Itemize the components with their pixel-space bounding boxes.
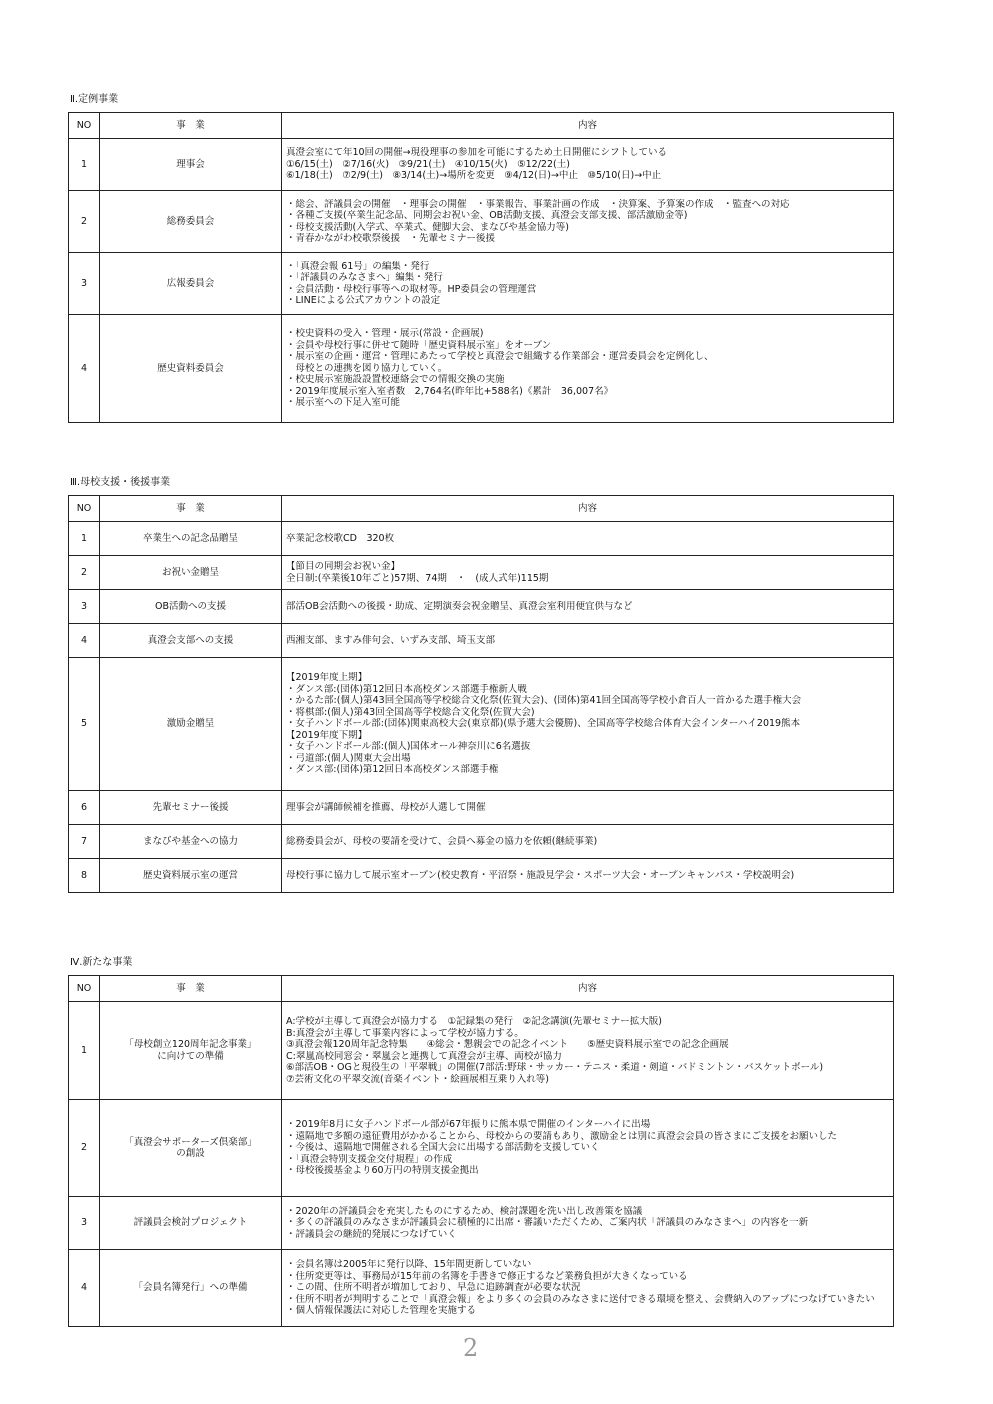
content-line: ・ダンス部:(団体)第12回日本高校ダンス部選手権新人戦 xyxy=(286,683,527,695)
table-row xyxy=(69,556,894,590)
activity-content xyxy=(282,191,894,253)
activity-name-line: 先輩セミナー後援 xyxy=(152,801,229,813)
activity-name xyxy=(100,590,282,624)
content-line: ・個人情報保護法に対応した管理を実施する xyxy=(286,1305,477,1317)
content-line: ・2020年の評議員会を充実したものにするため、検討課題を洗い出し改善策を協議 xyxy=(286,1205,643,1217)
activity-name xyxy=(100,191,282,253)
content-line: 理事会が講師候補を推薦、母校が人選して開催 xyxy=(286,801,486,813)
activity-name-line: お祝い金贈呈 xyxy=(161,566,219,578)
header-no: NO xyxy=(69,976,100,1002)
activity-content xyxy=(282,1002,894,1100)
activities-table xyxy=(68,975,894,1327)
row-number: 1 xyxy=(69,139,100,191)
table-row xyxy=(69,1250,894,1327)
table-row xyxy=(69,624,894,658)
activity-content xyxy=(282,590,894,624)
header-content: 内容 xyxy=(282,976,894,1002)
table-row xyxy=(69,791,894,825)
table-header-row xyxy=(69,976,894,1002)
activity-content xyxy=(282,658,894,791)
content-line: ・この間、住所不明者が増加しており、早急に追跡調査が必要な状況 xyxy=(286,1282,581,1294)
content-line: ・2019年度展示室入室者数 2,764名(昨年比+588名)《累計 36,007名》 xyxy=(286,385,614,397)
activity-name-line: まなびや基金への協力 xyxy=(142,835,238,847)
activity-name-line: 卒業生への記念品贈呈 xyxy=(142,532,238,544)
activity-name xyxy=(100,825,282,859)
content-line: ・多くの評議員のみなさまが評議員会に積極的に出席・審議いただくため、ご案内状「評議員のみなさまへ」の内容を一新 xyxy=(286,1217,809,1229)
activity-name-line: 総務委員会 xyxy=(166,215,215,227)
content-line: 全日制:(卒業後10年ごと)57期、74期 ・ (成人式年)115期 xyxy=(286,572,549,584)
content-line: B:真澄会が主導して事業内容によって学校が協力する。 xyxy=(286,1027,524,1039)
row-number: 4 xyxy=(69,1250,100,1327)
table-row xyxy=(69,859,894,893)
activity-name-line: 真澄会支部への支援 xyxy=(147,634,234,646)
table-row xyxy=(69,191,894,253)
row-number: 2 xyxy=(69,191,100,253)
content-line: ・遠隔地で多額の遠征費用がかかることから、母校からの要請もあり、激励金とは別に真澄会会員の皆さまにご支援をお願いした xyxy=(286,1130,838,1142)
content-line: ・住所変更等は、事務局が15年前の名簿を手書きで修正するなど業務負担が大きくなっている xyxy=(286,1270,688,1282)
row-number: 2 xyxy=(69,1100,100,1197)
activity-name xyxy=(100,522,282,556)
content-line: C:翠嵐高校同窓会・翠嵐会と連携して真澄会が主導、両校が協力 xyxy=(286,1050,562,1062)
activity-name-line: 歴史資料展示室の運営 xyxy=(142,869,238,881)
content-line: 真澄会室にて年10回の開催→現役理事の参加を可能にするため土日開催にシフトしている xyxy=(286,147,668,159)
content-line: ・かるた部:(個人)第43回全国高等学校総合文化祭(佐賀大会)、(団体)第41回全国高等学校小倉百人一首かるた選手権大会 xyxy=(286,695,802,707)
activity-name xyxy=(100,859,282,893)
row-number: 3 xyxy=(69,1197,100,1250)
activity-content xyxy=(282,253,894,315)
content-line: ・ダンス部:(団体)第12回日本高校ダンス部選手権 xyxy=(286,764,499,776)
row-number: 1 xyxy=(69,522,100,556)
content-line: ・今後は、遠隔地で開催される全国大会に出場する部活動を支援していく xyxy=(286,1142,600,1154)
activity-name-line: 広報委員会 xyxy=(166,277,215,289)
header-name: 事 業 xyxy=(100,113,282,139)
header-content: 内容 xyxy=(282,113,894,139)
table-row xyxy=(69,1197,894,1250)
section-new-initiatives xyxy=(68,953,894,1327)
section-title: Ⅱ.定例事業 xyxy=(70,94,119,105)
table-row xyxy=(69,315,894,423)
content-line: ・弓道部:(個人)関東大会出場 xyxy=(286,752,411,764)
activity-name-line: 評議員会検討プロジェクト xyxy=(133,1217,248,1229)
content-line: ・評議員会の継続的発展につなげていく xyxy=(286,1228,457,1240)
content-line: A:学校が主導して真澄会が協力する ①記録集の発行 ②記念講演(先輩セミナー拡大版) xyxy=(286,1016,662,1027)
activity-content xyxy=(282,1250,894,1327)
activity-name xyxy=(100,139,282,191)
row-number: 3 xyxy=(69,253,100,315)
table-row xyxy=(69,825,894,859)
content-line: 総務委員会が、母校の要請を受けて、会員へ募金の協力を依頼(継続事業) xyxy=(286,835,598,847)
content-line: ・将棋部:(個人)第43回全国高等学校総合文化祭(佐賀大会) xyxy=(286,706,535,718)
content-line: ・女子ハンドボール部:(団体)関東高校大会(東京都)(県予選大会優勝)、全国高等学校総合体育大会インターハイ2019熊本 xyxy=(286,718,801,730)
content-line: ・各種ご支援(卒業生記念品、同期会お祝い金、OB活動支援、真澄会支部支援、部活激励金等) xyxy=(286,210,688,221)
activity-name-line: に向けての準備 xyxy=(157,1050,224,1062)
content-line: ・「評議員のみなさまへ」編集・発行 xyxy=(286,272,443,283)
page-number: 2 xyxy=(463,1334,479,1362)
table-header-row xyxy=(69,496,894,522)
activity-content xyxy=(282,315,894,423)
activity-name xyxy=(100,556,282,590)
row-number: 2 xyxy=(69,556,100,590)
section-title: Ⅳ.新たな事業 xyxy=(70,957,133,968)
row-number: 4 xyxy=(69,624,100,658)
content-line: ・展示室への下足入室可能 xyxy=(286,397,401,409)
activity-content xyxy=(282,522,894,556)
content-line: ・総会、評議員会の開催 ・理事会の開催 ・事業報告、事業計画の作成 ・決算案、予算案の作成 ・監査への対応 xyxy=(286,198,790,210)
activity-name xyxy=(100,1002,282,1100)
activity-name xyxy=(100,315,282,423)
content-line: ・会員活動・母校行事等への取材等。HP委員会の管理運営 xyxy=(286,283,537,295)
content-line: ・母校支援活動(入学式、卒業式、健脚大会、まなびや基金協力等) xyxy=(286,221,569,233)
row-number: 5 xyxy=(69,658,100,791)
content-line: ・住所不明者が判明することで「真澄会報」をより多くの会員のみなさまに送付できる環境を整え、会費納入のアップにつなげていきたい xyxy=(286,1293,875,1305)
activity-name xyxy=(100,658,282,791)
table-row xyxy=(69,253,894,315)
activity-content xyxy=(282,1100,894,1197)
activity-name xyxy=(100,1197,282,1250)
table-header-row xyxy=(69,113,894,139)
table-row xyxy=(69,522,894,556)
activity-name-line: の創設 xyxy=(176,1148,205,1159)
header-no: NO xyxy=(69,113,100,139)
activity-content xyxy=(282,1197,894,1250)
content-line: ・「真澄会報 61号」の編集・発行 xyxy=(286,260,430,272)
activity-name xyxy=(100,1250,282,1327)
content-line: ・校史展示室施設設置校連絡会での情報交換の実施 xyxy=(286,374,505,386)
activity-content xyxy=(282,624,894,658)
content-line: 【節目の同期会お祝い金】 xyxy=(286,561,401,572)
header-name: 事 業 xyxy=(100,496,282,522)
activity-content xyxy=(282,859,894,893)
activity-name xyxy=(100,1100,282,1197)
section-regular-activities xyxy=(68,90,894,423)
row-number: 1 xyxy=(69,1002,100,1100)
content-line: ・2019年8月に女子ハンドボール部が67年振りに熊本県で開催のインターハイに出場 xyxy=(286,1119,651,1131)
activity-name xyxy=(100,791,282,825)
header-content: 内容 xyxy=(282,496,894,522)
activity-name-line: OB活動への支援 xyxy=(155,600,226,612)
activities-table xyxy=(68,495,894,893)
activities-table xyxy=(68,112,894,423)
content-line: ・女子ハンドボール部:(個人)国体オール神奈川に6名選抜 xyxy=(286,741,531,753)
content-line: 【2019年度上期】 xyxy=(286,672,368,684)
row-number: 7 xyxy=(69,825,100,859)
activity-content xyxy=(282,139,894,191)
activity-name-line: 歴史資料委員会 xyxy=(157,362,224,374)
header-name: 事 業 xyxy=(100,976,282,1002)
activity-name-line: 「真澄会サポーターズ倶楽部」 xyxy=(124,1136,257,1148)
activity-content xyxy=(282,556,894,590)
activity-name-line: 激励金贈呈 xyxy=(166,718,215,730)
table-row xyxy=(69,658,894,791)
row-number: 3 xyxy=(69,590,100,624)
table-row xyxy=(69,590,894,624)
content-line: ⑥1/18(土) ⑦2/9(土) ⑧3/14(土)→場所を変更 ⑨4/12(日)→中止 ⑩5/10(日)→中止 xyxy=(286,170,662,182)
content-line: 母校行事に協力して展示室オープン(校史教育・平沼祭・施設見学会・スポーツ大会・オープンキャンパス・学校説明会) xyxy=(286,869,795,881)
content-line: ・母校後援基金より60万円の特別支援金拠出 xyxy=(286,1165,479,1177)
content-line: ・LINEによる公式アカウントの設定 xyxy=(286,295,441,306)
activity-content xyxy=(282,825,894,859)
section-school-support xyxy=(68,473,894,893)
row-number: 4 xyxy=(69,315,100,423)
content-line: 【2019年度下期】 xyxy=(286,729,368,741)
content-line: ・展示室の企画・運営・管理にあたって学校と真澄会で組織する作業部会・運営委員会を定例化し、 xyxy=(286,351,714,363)
activity-name xyxy=(100,624,282,658)
activity-name-line: 「母校創立120周年記念事業」 xyxy=(124,1039,257,1050)
content-line: 母校との連携を図り協力していく。 xyxy=(286,362,448,374)
content-line: ⑦芸術文化の平翠交流(音楽イベント・絵画展相互乗り入れ等) xyxy=(286,1073,549,1085)
content-line: ③真澄会報120周年記念特集 ④総会・懇親会での記念イベント ⑤歴史資料展示室での記念企画展 xyxy=(286,1039,729,1050)
content-line: ・「真澄会特別支援金交付規程」の作成 xyxy=(286,1153,453,1165)
content-line: 西湘支部、ますみ俳句会、いずみ支部、埼玉支部 xyxy=(286,634,496,646)
table-row xyxy=(69,139,894,191)
content-line: 部活OB会活動への後援・助成、定期演奏会祝金贈呈、真澄会室利用便宜供与など xyxy=(286,600,633,612)
content-line: ・会員や母校行事に併せて随時「歴史資料展示室」をオープン xyxy=(286,339,552,351)
content-line: 卒業記念校歌CD 320枚 xyxy=(286,532,395,544)
row-number: 6 xyxy=(69,791,100,825)
row-number: 8 xyxy=(69,859,100,893)
activity-name xyxy=(100,253,282,315)
table-row xyxy=(69,1002,894,1100)
activity-name-line: 「会員名簿発行」への準備 xyxy=(133,1282,248,1294)
content-line: ①6/15(土) ②7/16(火) ③9/21(土) ④10/15(火) ⑤12/22(土) xyxy=(286,158,570,170)
header-no: NO xyxy=(69,496,100,522)
section-title: Ⅲ.母校支援・後援事業 xyxy=(70,477,171,488)
activity-name-line: 理事会 xyxy=(176,158,205,170)
content-line: ・会員名簿は2005年に発行以降、15年間更新していない xyxy=(286,1259,532,1271)
table-row xyxy=(69,1100,894,1197)
content-line: ・青春かながわ校歌祭後援 ・先輩セミナー後援 xyxy=(286,233,496,244)
content-line: ⑥部活OB・OGと現役生の「平翠戦」の開催(7部活:野球・サッカー・テニス・柔道・剣道・バドミントン・バスケットボール) xyxy=(286,1062,824,1073)
content-line: ・校史資料の受入・管理・展示(常設・企画展) xyxy=(286,328,484,340)
activity-content xyxy=(282,791,894,825)
